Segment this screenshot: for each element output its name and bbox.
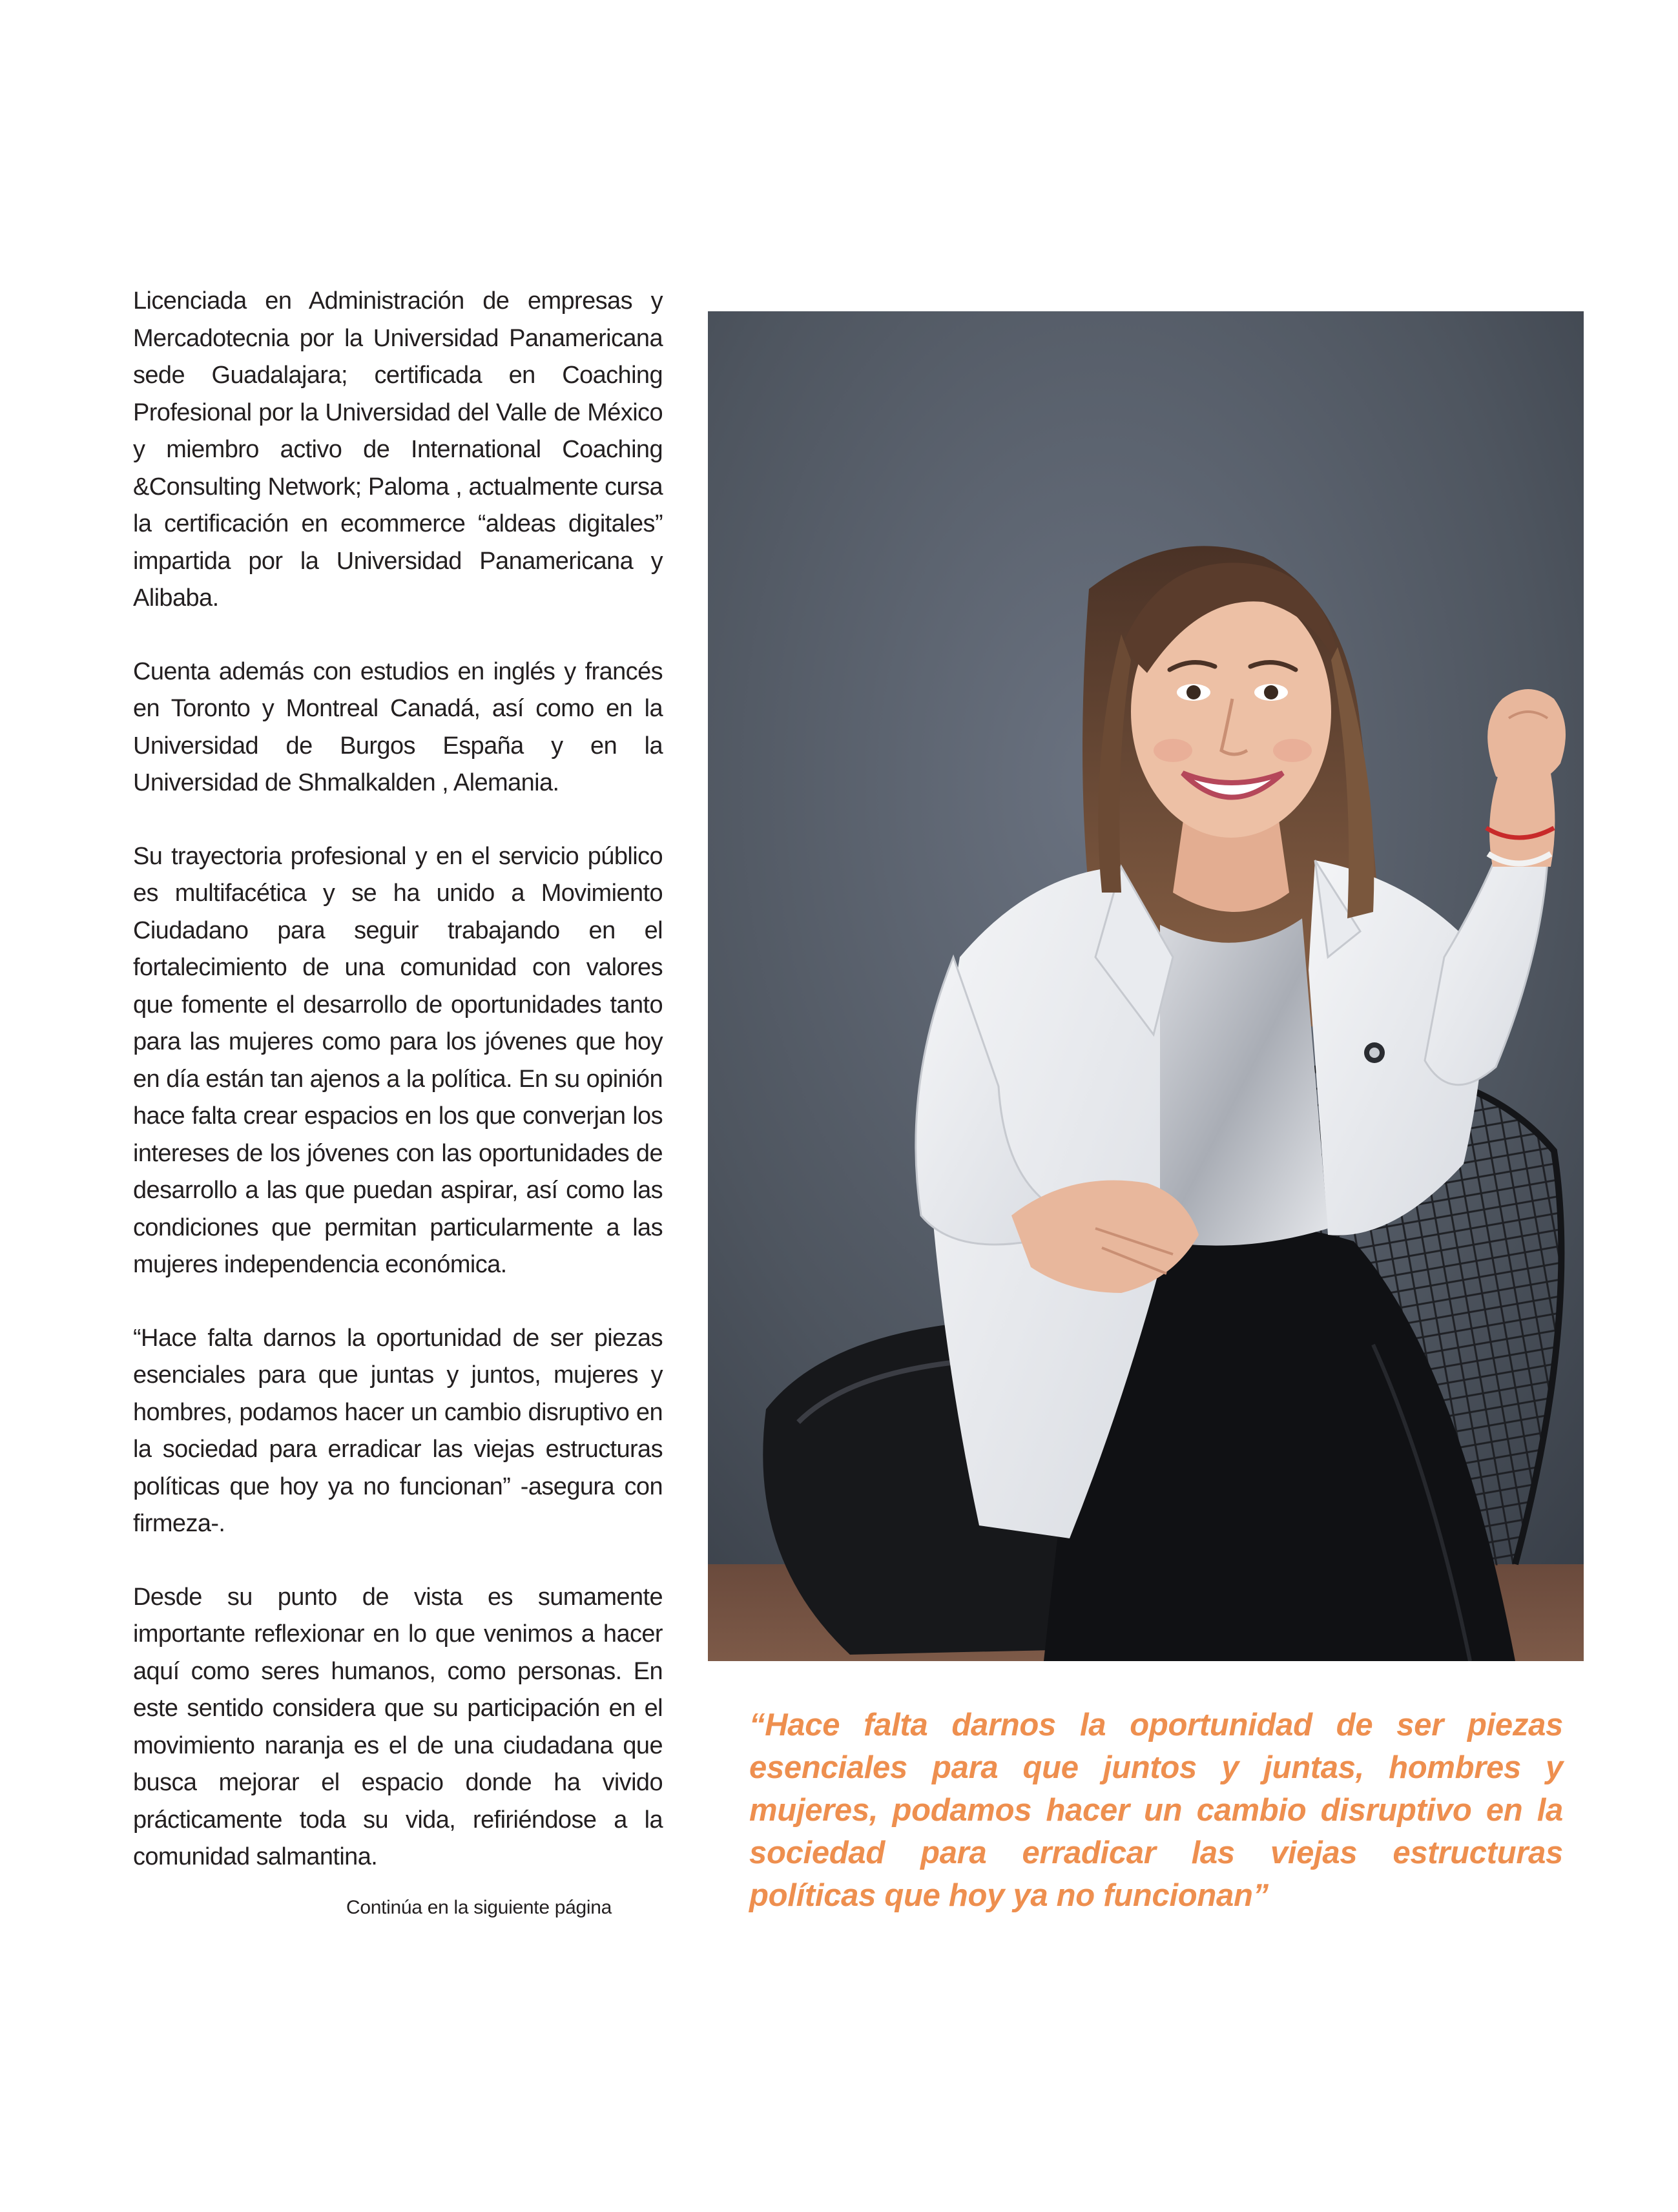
paragraph-career: Su trayectoria profesional y en el servicio público es multifacética y se ha unido a Movimiento Ciudadano para seguir trabajando en el fortalecimiento de una comunidad con valores que fomente el desarrollo de oportunidades tanto para las mujeres como para los jóvenes que hoy en día están tan ajenos a la política. En su opinión hace falta crear espacios en los que converjan los intereses de los jóvenes con las oportunidades de desarrollo a las que puedan aspirar, así como las condiciones que permitan particularmente a las mujeres independencia económica. (133, 842, 663, 1278)
pull-quote: “Hace falta darnos la oportunidad de ser piezas esenciales para que juntos y juntas, hombres y mujeres, podamos hacer un cambio disruptivo en la sociedad para erradicar las viejas estructuras políticas que hoy ya no funcionan” (749, 1708, 1563, 1913)
portrait-illustration (708, 311, 1584, 1661)
paragraph-education: Licenciada en Administración de empresas y Mercadotecnia por la Universidad Panamericana sede Guadalajara; certificada en Coaching Profesional por la Universidad del Valle de México y miembro activo de International Coaching &Consulting Network; Paloma , actualmente cursa la certificación en ecommerce “aldeas digitales” impartida por la Universidad Panamericana y Alibaba. (133, 287, 663, 612)
paragraph-viewpoint: Desde su punto de vista es sumamente importante reflexionar en lo que venimos a hacer aquí como seres humanos, como personas. En este sentido considera que su participación en el movimiento naranja es el de una ciudadana que busca mejorar el espacio donde ha vivido prácticamente toda su vida, refiriéndose a la comunidad salmantina. (133, 1583, 663, 1870)
paragraph-quote: “Hace falta darnos la oportunidad de ser piezas esenciales para que juntas y juntos, mujeres y hombres, podamos hacer un cambio disruptivo en la sociedad para erradicar las viejas estructuras políticas que hoy ya no funcionan” -asegura con firmeza-. (133, 1324, 663, 1537)
paragraph-studies-abroad: Cuenta además con estudios en inglés y francés en Toronto y Montreal Canadá, así como en la Universidad de Burgos España y en la Universidad de Shmalkalden , Alemania. (133, 657, 663, 796)
continue-note: Continúa en la siguiente página (346, 1897, 612, 1918)
portrait-photo (708, 311, 1584, 1661)
article-body (133, 283, 663, 1912)
